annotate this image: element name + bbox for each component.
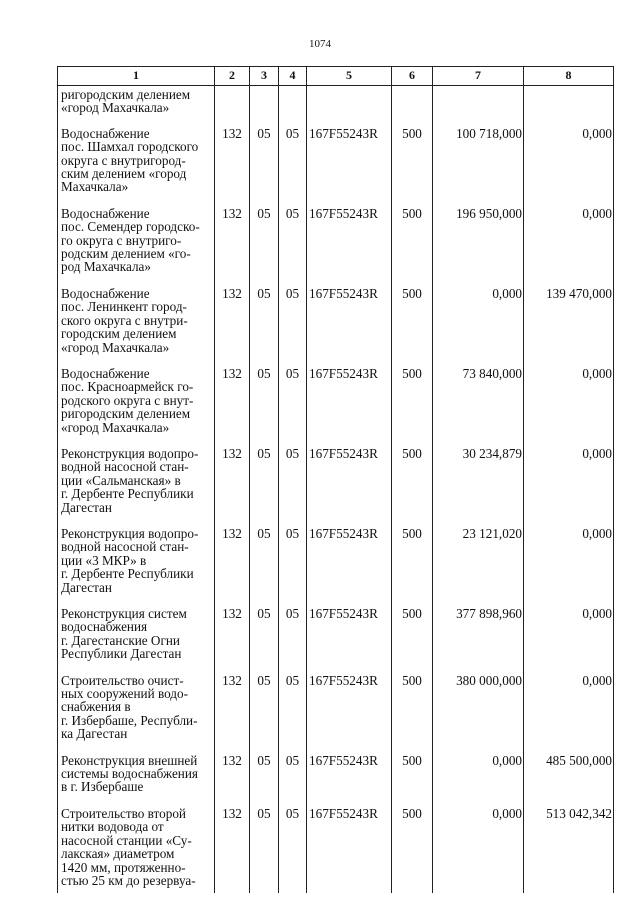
header-row (58, 67, 614, 86)
object-name-cell (58, 600, 215, 667)
subsection-cell: 05 (279, 747, 307, 800)
ministry-code-cell: 132 (215, 200, 250, 280)
section-cell: 05 (250, 360, 279, 440)
object-name-line: Водоснабжение (61, 205, 150, 221)
expense-type-cell: 500 (392, 280, 433, 360)
object-name-line: Реконструкция водопро- (61, 525, 199, 541)
amount-year2-cell: 0,000 (524, 120, 614, 200)
amount-year1-cell: 73 840,000 (433, 360, 524, 440)
object-name-line: родским делением «го- (61, 246, 191, 262)
expense-type-cell: 500 (392, 360, 433, 440)
object-name-line: водной насосной стан- (61, 539, 189, 555)
object-name-line: «город Махачкала» (61, 339, 170, 355)
target-article-cell: 167F55243R (307, 520, 392, 600)
object-name-line: Реконструкция внешней (61, 752, 198, 768)
amount-year2-cell: 485 500,000 (524, 747, 614, 800)
object-name-cell (58, 800, 215, 893)
object-name-line: водоснабжения (61, 619, 148, 635)
ministry-code-cell: 132 (215, 440, 250, 520)
object-name-line: Водоснабжение (61, 285, 150, 301)
subsection-cell: 05 (279, 280, 307, 360)
table-row (58, 280, 614, 360)
object-name-cell (58, 440, 215, 520)
object-name-cell (58, 280, 215, 360)
subsection-cell: 05 (279, 600, 307, 667)
section-cell: 05 (250, 120, 279, 200)
ministry-code-cell: 132 (215, 600, 250, 667)
table-row (58, 86, 614, 120)
column-header-5: 5 (307, 67, 392, 86)
object-name-line: пос. Семендер городско- (61, 219, 200, 235)
target-article-cell: 167F55243R (307, 747, 392, 800)
object-name-line: Водоснабжение (61, 365, 150, 381)
object-name-line: ции «3 МКР» в (61, 552, 147, 568)
amount-year1-cell: 0,000 (433, 800, 524, 893)
amount-year2-cell: 0,000 (524, 520, 614, 600)
expense-type-cell: 500 (392, 600, 433, 667)
object-name-line: Дагестан (61, 579, 112, 595)
object-name-line: в г. Избербаше (61, 779, 144, 795)
target-article-cell: 167F55243R (307, 600, 392, 667)
amount-year2-cell: 0,000 (524, 360, 614, 440)
amount-year2-cell: 0,000 (524, 600, 614, 667)
column-header-7: 7 (433, 67, 524, 86)
object-name-line: ригородским делением (61, 87, 191, 102)
subsection-cell: 05 (279, 360, 307, 440)
ministry-code-cell: 132 (215, 800, 250, 893)
amount-year1-cell: 23 121,020 (433, 520, 524, 600)
page-number: 1074 (309, 38, 331, 50)
amount-year2-cell: 513 042,342 (524, 800, 614, 893)
amount-year1-cell: 380 000,000 (433, 667, 524, 747)
amount-year1-cell: 100 718,000 (433, 120, 524, 200)
expense-type-cell: 500 (392, 440, 433, 520)
table-row (58, 667, 614, 747)
object-name-line: Дагестан (61, 499, 112, 515)
subsection-cell (279, 86, 307, 120)
table-row (58, 520, 614, 600)
object-name-line: нитки водовода от (61, 819, 164, 835)
object-name-line: лакская» диаметром (61, 846, 175, 862)
section-cell (250, 86, 279, 120)
target-article-cell: 167F55243R (307, 280, 392, 360)
object-name-line: Водоснабжение (61, 125, 150, 141)
object-name-line: ским делением «город (61, 166, 187, 182)
amount-year1-cell: 0,000 (433, 747, 524, 800)
object-name-line: 1420 мм, протяженно- (61, 859, 186, 875)
object-name-line: стью 25 км до резервуа- (61, 872, 196, 888)
subsection-cell: 05 (279, 800, 307, 893)
object-name-cell (58, 200, 215, 280)
section-cell: 05 (250, 440, 279, 520)
section-cell: 05 (250, 667, 279, 747)
target-article-cell: 167F55243R (307, 440, 392, 520)
object-name-line: Махачкала» (61, 179, 129, 195)
object-name-line: ции «Сальманская» в (61, 472, 181, 488)
object-name-line: родского округа с внут- (61, 392, 194, 408)
table-body (58, 86, 614, 894)
target-article-cell (307, 86, 392, 120)
amount-year1-cell: 196 950,000 (433, 200, 524, 280)
amount-year1-cell: 30 234,879 (433, 440, 524, 520)
column-header-8: 8 (524, 67, 614, 86)
object-name-line: округа с внутригород- (61, 152, 186, 168)
budget-table (57, 66, 614, 893)
object-name-line: системы водоснабжения (61, 766, 198, 782)
object-name-line: ригородским делением (61, 406, 191, 422)
amount-year1-cell: 0,000 (433, 280, 524, 360)
object-name-line: ных сооружений водо- (61, 686, 188, 702)
object-name-line: «город Махачкала» (61, 419, 170, 435)
object-name-line: насосной станции «Су- (61, 832, 192, 848)
section-cell: 05 (250, 280, 279, 360)
object-name-line: ского округа с внутри- (61, 312, 188, 328)
target-article-cell: 167F55243R (307, 360, 392, 440)
object-name-line: г. Дагестанские Огни (61, 632, 180, 648)
ministry-code-cell: 132 (215, 120, 250, 200)
object-name-line: ка Дагестан (61, 726, 128, 742)
amount-year2-cell: 0,000 (524, 200, 614, 280)
table-row (58, 200, 614, 280)
section-cell: 05 (250, 747, 279, 800)
expense-type-cell: 500 (392, 520, 433, 600)
target-article-cell: 167F55243R (307, 200, 392, 280)
object-name-line: Республики Дагестан (61, 646, 182, 662)
ministry-code-cell: 132 (215, 280, 250, 360)
amount-year2-cell: 0,000 (524, 440, 614, 520)
ministry-code-cell (215, 86, 250, 120)
table-row (58, 440, 614, 520)
object-name-line: пос. Ленинкент город- (61, 299, 187, 315)
object-name-line: го округа с внутриго- (61, 232, 182, 248)
object-name-line: Реконструкция систем (61, 606, 187, 621)
table-row (58, 360, 614, 440)
ministry-code-cell: 132 (215, 360, 250, 440)
object-name-line: г. Избербаше, Республи- (61, 712, 198, 728)
object-name-line: Строительство очист- (61, 672, 184, 688)
section-cell: 05 (250, 600, 279, 667)
object-name-line: «город Махачкала» (61, 100, 170, 116)
object-name-line: пос. Шамхал городского (61, 139, 199, 155)
column-header-3: 3 (250, 67, 279, 86)
object-name-line: Строительство второй (61, 805, 186, 821)
expense-type-cell: 500 (392, 200, 433, 280)
amount-year2-cell: 0,000 (524, 667, 614, 747)
object-name-line: род Махачкала» (61, 259, 151, 275)
amount-year1-cell: 377 898,960 (433, 600, 524, 667)
column-header-2: 2 (215, 67, 250, 86)
subsection-cell: 05 (279, 667, 307, 747)
subsection-cell: 05 (279, 440, 307, 520)
object-name-line: городским делением (61, 326, 177, 342)
object-name-cell (58, 747, 215, 800)
section-cell: 05 (250, 520, 279, 600)
object-name-cell (58, 667, 215, 747)
table-row (58, 747, 614, 800)
target-article-cell: 167F55243R (307, 800, 392, 893)
table-row (58, 120, 614, 200)
expense-type-cell: 500 (392, 667, 433, 747)
expense-type-cell: 500 (392, 800, 433, 893)
object-name-line: г. Дербенте Республики (61, 486, 194, 502)
object-name-cell (58, 86, 215, 120)
object-name-cell (58, 120, 215, 200)
object-name-line: снабжения в (61, 699, 131, 715)
amount-year2-cell (524, 86, 614, 120)
target-article-cell: 167F55243R (307, 667, 392, 747)
expense-type-cell: 500 (392, 747, 433, 800)
column-header-1: 1 (58, 67, 215, 86)
section-cell: 05 (250, 800, 279, 893)
object-name-line: г. Дербенте Республики (61, 566, 194, 582)
expense-type-cell: 500 (392, 120, 433, 200)
amount-year1-cell (433, 86, 524, 120)
amount-year2-cell: 139 470,000 (524, 280, 614, 360)
object-name-line: водной насосной стан- (61, 459, 189, 475)
object-name-line: Реконструкция водопро- (61, 445, 199, 461)
table-row (58, 800, 614, 893)
object-name-line: пос. Красноармейск го- (61, 379, 194, 395)
column-header-4: 4 (279, 67, 307, 86)
section-cell: 05 (250, 200, 279, 280)
expense-type-cell (392, 86, 433, 120)
object-name-cell (58, 360, 215, 440)
column-header-6: 6 (392, 67, 433, 86)
object-name-cell (58, 520, 215, 600)
subsection-cell: 05 (279, 120, 307, 200)
table-row (58, 600, 614, 667)
target-article-cell: 167F55243R (307, 120, 392, 200)
ministry-code-cell: 132 (215, 747, 250, 800)
ministry-code-cell: 132 (215, 667, 250, 747)
subsection-cell: 05 (279, 200, 307, 280)
subsection-cell: 05 (279, 520, 307, 600)
ministry-code-cell: 132 (215, 520, 250, 600)
